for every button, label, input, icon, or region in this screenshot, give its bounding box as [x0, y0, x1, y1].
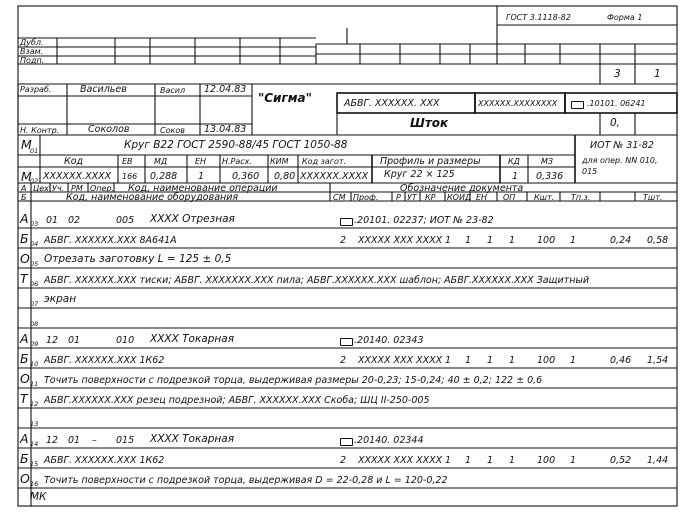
- val-kst: 1: [570, 235, 577, 246]
- val-op: 100: [537, 355, 556, 366]
- control-label: Н. Контр.: [20, 126, 60, 135]
- col-row-a: А: [21, 184, 27, 193]
- doc-code: АБВГ. XXXXXX. XXX: [344, 98, 440, 109]
- op-name: XXXX Токарная: [150, 433, 235, 445]
- developed-label: Разраб.: [20, 85, 52, 94]
- val-tpz: 0,24: [610, 235, 632, 246]
- col-op: ОП: [503, 193, 516, 202]
- val-ut: 1: [465, 455, 472, 466]
- mat-header-md: МД: [154, 157, 168, 166]
- transition-text: Отрезать заготовку L = 125 ± 0,5: [44, 253, 232, 265]
- col-tsht: Тшт.: [643, 193, 663, 202]
- row-num-m02: 02: [30, 177, 39, 185]
- equipment: АБВГ. XXXXXX.XXX 1К62: [44, 355, 165, 366]
- row-label: Б: [20, 231, 29, 246]
- row-label: А: [20, 331, 29, 346]
- op-number: 005: [116, 215, 135, 226]
- op-ceh: 01: [46, 215, 59, 226]
- col-oper: Опер.: [90, 184, 115, 193]
- col-ut: УТ: [407, 193, 417, 202]
- val-kr: 1: [487, 455, 494, 466]
- val-koid: 1: [509, 235, 516, 246]
- row-num: 10: [30, 360, 39, 368]
- val-sm: 2: [340, 355, 347, 366]
- iot-note-2: 015: [582, 167, 598, 176]
- mat-header-nrash: Н.Расх.: [222, 157, 252, 166]
- doc-code-2: XXXXXX.XXXXXXXX: [478, 99, 558, 108]
- control-date: 13.04.83: [204, 124, 247, 135]
- mat-kim: 0,80: [274, 171, 296, 182]
- col-kr: КР: [425, 193, 436, 202]
- tooling-text-cont: экран: [44, 293, 77, 305]
- col-kst: Кшт.: [534, 193, 555, 202]
- gost-label: ГОСТ 3.1118-82: [506, 13, 571, 22]
- val-kst: 1: [570, 455, 577, 466]
- developed-name: Васильев: [80, 84, 127, 95]
- row-label-m02: М: [21, 169, 32, 184]
- mat-kd: 1: [512, 171, 519, 182]
- document-icon: [340, 438, 353, 446]
- mat-header-profile: Профиль и размеры: [380, 156, 481, 167]
- developed-signature: Васил: [160, 86, 186, 95]
- col-sm: СМ: [333, 193, 346, 202]
- podp-label: Подп.: [20, 56, 45, 65]
- row-label: Б: [20, 351, 29, 366]
- document-icon: [340, 338, 353, 346]
- val-tpz: 0,52: [610, 455, 632, 466]
- vzam-label: Взам.: [20, 47, 44, 56]
- row-num: 04: [30, 240, 39, 248]
- row-label: О: [20, 371, 30, 386]
- col-en: ЕН: [476, 193, 488, 202]
- document-icon: [571, 101, 584, 109]
- op-name: XXXX Токарная: [150, 333, 235, 345]
- op-number: 010: [116, 335, 135, 346]
- org-name: "Сигма": [258, 91, 312, 105]
- col-designation: Обозначение документа: [400, 183, 524, 194]
- row-label: Т: [20, 391, 28, 406]
- col-kod-name: Код, наименование операции: [128, 183, 278, 194]
- sheets-count: 3: [614, 68, 621, 80]
- row-num: 16: [30, 480, 39, 488]
- op-ceh: 12: [46, 335, 59, 346]
- mat-header-en: ЕН: [195, 157, 207, 166]
- val-tpz: 0,46: [610, 355, 632, 366]
- mat-kod: XXXXXX.XXXX: [43, 171, 112, 182]
- dubl-label: Дубл.: [20, 38, 44, 47]
- val-r: 1: [445, 235, 452, 246]
- col-prof: Проф.: [353, 193, 379, 202]
- form-label: Форма 1: [607, 13, 643, 22]
- sheet-number: 1: [654, 68, 661, 80]
- row-label: О: [20, 251, 30, 266]
- col-tpz: Тп.з.: [571, 193, 591, 202]
- mat-header-kim: КИМ: [270, 157, 289, 166]
- row-num: 14: [30, 440, 39, 448]
- row-num-m01: 01: [30, 147, 39, 155]
- footer-label: МК: [30, 491, 47, 503]
- col-rm: РМ: [71, 184, 83, 193]
- val-koid: 1: [509, 455, 516, 466]
- op-uch: 02: [68, 215, 81, 226]
- row-num: 13: [30, 420, 39, 428]
- row-num: 15: [30, 460, 39, 468]
- col-koid: КОИД: [447, 193, 472, 202]
- control-name: Соколов: [88, 124, 130, 135]
- op-document: .20101. 02237; ИОТ № 23-82: [354, 215, 494, 226]
- row-num: 07: [30, 300, 39, 308]
- mat-header-kod: Код: [64, 156, 84, 167]
- val-sm: 2: [340, 455, 347, 466]
- val-tsht: 1,54: [647, 355, 669, 366]
- val-tsht: 0,58: [647, 235, 669, 246]
- val-koid: 1: [509, 355, 516, 366]
- mat-en: 1: [198, 171, 205, 182]
- document-icon: [340, 218, 353, 226]
- row-label: Т: [20, 271, 28, 286]
- op-document: .20140. 02344: [354, 435, 424, 446]
- val-sm: 2: [340, 235, 347, 246]
- col-ceh: Цех: [33, 184, 49, 193]
- row-num: 08: [30, 320, 39, 328]
- letter-field: 0,: [610, 117, 621, 129]
- iot-note: для опер. NN 010,: [582, 156, 658, 165]
- op-ceh: 12: [46, 435, 59, 446]
- developed-date: 12.04.83: [204, 84, 247, 95]
- val-r: 1: [445, 355, 452, 366]
- row-num: 12: [30, 400, 39, 408]
- row-label: А: [20, 211, 29, 226]
- row-num: 06: [30, 280, 39, 288]
- row-label-m01: М: [21, 137, 32, 152]
- mat-header-kd: КД: [508, 157, 520, 166]
- col-r: Р: [396, 193, 401, 202]
- val-ut: 1: [465, 235, 472, 246]
- transition-text: Точить поверхности с подрезкой торца, выдерживая размеры 20-0,23; 15-0,24; 40 ± 0,2; 122 ± 0,6: [44, 375, 543, 386]
- tooling-text: АБВГ. XXXXXX.XXX тиски; АБВГ. XXXXXXX.XXX пила; АБВГ.XXXXXX.XXX шаблон; АБВГ.XXXXXX.XXX Защитный: [44, 275, 590, 286]
- control-signature: Соков: [160, 126, 185, 135]
- mat-ev: 166: [122, 172, 138, 181]
- mat-header-mz: МЗ: [541, 157, 554, 166]
- part-name: Шток: [410, 116, 449, 130]
- val-tsht: 1,44: [647, 455, 669, 466]
- val-r: 1: [445, 455, 452, 466]
- mat-profile: Круг 22 × 125: [384, 169, 455, 180]
- row-num: 03: [30, 220, 39, 228]
- val-op: 100: [537, 235, 556, 246]
- val-prof: XXXXX XXX XXXX: [358, 455, 443, 466]
- op-number: 015: [116, 435, 135, 446]
- op-document: .20140. 02343: [354, 335, 424, 346]
- row-label: О: [20, 471, 30, 486]
- mat-nrash: 0,360: [232, 171, 260, 182]
- row-num: 11: [30, 380, 39, 388]
- row-label: А: [20, 431, 29, 446]
- row-label: Б: [20, 451, 29, 466]
- val-prof: XXXXX XXX XXXX: [358, 355, 443, 366]
- mat-header-kod-zag: Код загот.: [302, 157, 347, 166]
- val-op: 100: [537, 455, 556, 466]
- row-num: 09: [30, 340, 39, 348]
- material-spec: Круг В22 ГОСТ 2590-88/45 ГОСТ 1050-88: [124, 139, 348, 151]
- op-name: XXXX Отрезная: [150, 213, 235, 225]
- val-kr: 1: [487, 355, 494, 366]
- doc-number: .10101. 06241: [587, 99, 646, 108]
- equipment: АБВГ. XXXXXX.XXX 8А641А: [44, 235, 177, 246]
- val-ut: 1: [465, 355, 472, 366]
- col-equipment: Код, наименование оборудования: [66, 192, 239, 203]
- mat-kod-zag: XXXXXX.XXXX: [300, 171, 369, 182]
- col-row-b: Б: [21, 193, 27, 202]
- transition-text: Точить поверхности с подрезкой торца, выдерживая D = 22-0,28 и L = 120-0,22: [44, 475, 448, 486]
- val-kst: 1: [570, 355, 577, 366]
- op-dash: –: [92, 435, 97, 446]
- mat-mz: 0,336: [536, 171, 564, 182]
- tooling-text: АБВГ.XXXXXX.XXX резец подрезной; АБВГ. XXXXXX.XXX Скоба; ШЦ II-250-005: [44, 395, 430, 406]
- mat-header-ev: ЕВ: [122, 157, 133, 166]
- iot-label: ИОТ № 31-82: [590, 140, 654, 151]
- op-uch: 01: [68, 435, 81, 446]
- val-kr: 1: [487, 235, 494, 246]
- equipment: АБВГ. XXXXXX.XXX 1К62: [44, 455, 165, 466]
- val-prof: XXXXX XXX XXXX: [358, 235, 443, 246]
- op-uch: 01: [68, 335, 81, 346]
- mat-md: 0,288: [150, 171, 178, 182]
- col-uch: Уч.: [52, 184, 65, 193]
- row-num: 05: [30, 260, 39, 268]
